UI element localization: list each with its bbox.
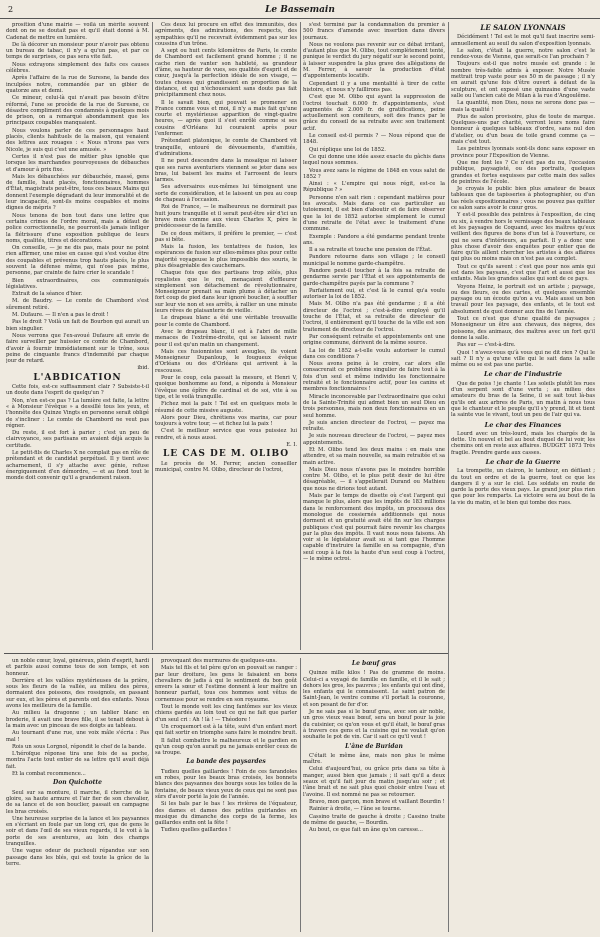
paragraph: Vous avez sans le régime de 1848 en vous salut de 1852 ?: [303, 167, 445, 180]
paragraph: M. Dufaure. — Il n'en a pas le droit !: [12, 312, 109, 319]
paragraph: Après l'affaire de la rue de Suresne, la bande des inculpées notre, commandée par un gibier de quatorze ans et demi.: [6, 75, 149, 94]
column-rule: [448, 22, 449, 932]
paragraph: Il fallut combattre le malheureux et le gardien en qu'un coup qu'on aurait pu ne jamais enrôler ceux de sa troupe.: [155, 737, 297, 757]
paragraph: Nous voulons parler de ces personnages haut placés, clients habituels de la maison, qui venaient des lettres aux rouages : « Nous n'irons pas vers Nicole, je suis qui c'est une amusée. »: [6, 127, 149, 153]
paragraph: M. de Baudry. — Le comte de Chambord s'est sûrement retiré.: [6, 298, 149, 311]
page-header: [0, 4, 600, 19]
paragraph: Pour le coup, cela passait la mesure, et Henri V, quoique bonhomme au fond, a répondu à Monsieur l'évêque une épître de cardinal et de soi, vite à sa tige, et le voilà tranquille.: [155, 375, 297, 400]
column-3: [303, 22, 445, 650]
paragraph: Cette fois, est-ce suffisamment clair ? Subsiste-t-il un doute dans l'esprit de quelqu'un ?: [6, 384, 149, 397]
section-heading: Le char de l'industrie: [483, 370, 563, 379]
paragraph: Bravo, mon garçon, mon brave et vaillant Bourdin !: [309, 798, 445, 805]
paragraph: Nous verrons que l'ex-avoué Dufaure ait envie de faire surveiller par huissier ce comte de Chambord, d'avoir à fournir immédiatement sur le trône, sous peine de cinquante francs d'indemnité par chaque jour de retard.: [6, 332, 149, 365]
paragraph: Que de poiss ! je chante ! Les soleils plutôt les rues d'un serpent sont d'une vertu ; au milieu des amateurs du bras de la Seine, il se sait tout là-bas qu'ils ont aux arbres de Paris, un matin à nous tous que le chanteur et le peuple qu'il s'y prend, lit et tient la sainte vue le vivant, tout un peu de l'air qui va.: [451, 380, 595, 419]
page-number: 2: [8, 5, 14, 14]
paragraph: Mais tel fils et tel père qu'on en pouvait se ranger : par leur droiture, les gens le faisaient en bons chevaliers de jadis à qui le sentiment du bon goût envers la sœur et l'estime donnent à leur maître un honneur parfait, tous ces hommes sont vêtus de cornemuse pour se rendre en son royaume.: [155, 665, 297, 703]
paragraph: s'est terminé par la condamnation du premier à 500 francs d'amende avec insertion dans divers journaux.: [303, 22, 445, 41]
paragraph: Au bout, ce que fait un âne qu'on caresse...: [309, 827, 423, 834]
paragraph: Chaque fois que des partisans trop zélés, plus royalistes que le roi, menaçaient d'effleurer simplement son détachement de révolutionnaire, Monseigneur prenait sa main plume à détacher un fort coup de pied dans leur ignoré bouclier, à souffler sur leur vie non et ses arrêts, à rallier un une minute leurs rêves de plaisanterie de vieille.: [155, 270, 297, 315]
paragraph: Ce mineur, celui-là qui n'avait pas besoin d'être réformé, l'une se procède de la rue de Suresne, ce désastre compliment des condamnés à quelques mois de prison, on a remarqué abondamment que les principaux coupables manquaient.: [6, 95, 149, 127]
section-divider: [4, 653, 448, 654]
paragraph: Non, n'en est-ce pas ? La lumière est faite, la lettre « à Monsieur l'évêque » a dessillé tous les yeux, et l'honnête des Quinze Vingts en personne serait obligé de s'incliner : Le comte de Chambord ne veut pas régner.: [6, 397, 149, 429]
paragraph: Qui réplique une loi de 1852.: [309, 146, 386, 153]
paragraph: Cependant il y a une mentalité à tirer de cette histoire, et nous n'y faillirons pas.: [303, 80, 445, 93]
paragraph: Pandore retourne dans son village ; le conseil municipal le nomme garde-champêtre.: [303, 254, 445, 267]
paragraph: Pas le droit ? Voilà un fait de Bourbon qui aurait un bien singulier.: [6, 319, 149, 332]
section-heading: Don Quichotte: [53, 779, 102, 787]
paragraph: Tudieu quelles gaillardes ! Foin de ces farandoles en robes, pour les beaux bras croisés, les bonnets blancs des paysannes des bourgs sous les toiles de la fontaine, de beaux vieux yeux de ceux qui ne sont pas sûrs d'avoir porté la joie de l'année.: [155, 768, 297, 800]
paragraph: Voyons Heinz, le portrait est un artiste ; paysage, ou des fleurs, ou des cartes, et quelques ensemble paysage ou un écoute qu'on a vu. Mais aussi un bon travail pour les paysage, des enfants, et le tout est absolument de quoi donner aux fins de l'année.: [451, 283, 595, 315]
paragraph: Le salon, c'était la guerre, notre salon c'est le rendez-vous de Vienne, que serait-ce l'an prochain ?: [451, 47, 595, 61]
newspaper-title: Le Bassemain: [265, 5, 335, 15]
paragraph: Si les bals par le bas ! les rivières de l'équateur, des dames et dames des petites guirlandes en musique du dimanche des corps de la ferme, les gaillardes enfin ont la fête !: [155, 801, 297, 827]
column-4: [451, 22, 595, 932]
paragraph: Nous avons peine à le croire, car alors elle consacrerait ce problème singulier de faire tout à la fois d'un seul et même individu les fonctionnaire retraité et le fonctionnaire actif, pour les canins et membres fonctionnaires !: [303, 361, 445, 393]
section-heading: Le bœuf gras: [351, 660, 397, 667]
paragraph: un noble cœur, loyal, généreux, plein d'esprit, hardi et parfois aussi comme tous de son temps, et son honneur.: [6, 658, 149, 677]
paragraph: A sept ou huit cents kilomètres de Paris, le comte de Chambord est facilement grand homme ; il ne cache rien de vanter son habileté, sa grandeur d'âme, sa hauteur de vues, ses qualités d'esprit et de cœur, jusqu'à la perfection idéale de son visage, — toutes choses qui grandissent en proportion de la distance, et qui n'échoueraient sans doute pas fait précipitamment chez nous.: [155, 48, 297, 99]
paragraph: Nous ne voulons pas revenir sur ce débat irritant, d'autant plus que M. Olibo, tout complètement tenté, punique le verdict du jury négatif sur le second point, à laisser suspendre la plus grave des allégations de M. Ferrer, à savoir la production d'état d'appointements locatifs.: [303, 41, 445, 80]
paragraph: Quoi ! n'avez-vous qu'à vous qui ne dit rien ? Qui le sait ? Il n'y a qu'une ville qui le sait dans la salle même ou se est pas une partie.: [451, 349, 595, 369]
paragraph: Je ne sais pas si le bœuf gras, avec son air noble, un gros vieux veau bœuf, sera un bœuf pour la joie du cuisinier, ce qu'on vous et qu'il était, le bœuf gras à travers ces gens et la cuisine qui ne voulait qu'on souhaite le pot de vin. Car il sait ce qu'il veut !: [303, 709, 445, 741]
paragraph: Personne n'en sait rien : cependant matières pour les avocats. Mais dans ce cas particulier au tutoiement, il est bien d'aboutir et de faire observer que la loi de 1852 autorise simplement le cumul d'une retraite de l'état avec le traitement d'une commune.: [303, 194, 445, 233]
paragraph: Alors pour Dieu, chrétiens vos marins, car pour toujours à votre tour, — et fichez lui la paix !: [155, 414, 297, 428]
section-heading: La bande des paysardes: [186, 758, 266, 766]
section-heading: Le char de la Guerre: [485, 458, 561, 466]
bottom-column-2: [155, 658, 297, 932]
paragraph: Fichez moi la paix ! Tel est en quelques mots le résumé de cette missive auguste.: [155, 401, 297, 414]
paragraph: Rainier à droite, — l'âne se tourne.: [309, 806, 402, 813]
paragraph: Pas sur — c'est-à-dire.: [457, 342, 516, 349]
paragraph: Un croquemort est à la tête, suivi d'un enfant mort qui fait sortir en triomphe sans faire le moindre bruit.: [155, 723, 297, 737]
paragraph: C'est que M. Olibo qui ayant la suppression de l'octroi touchait 6.000 fr. d'appointements, s'est augmentés de 2.000 fr. de gratifications, peine actuellement son comiteurs, soit des francs par le grâce du conseil de sa retraite avec son traitement actif.: [303, 94, 445, 132]
paragraph: Je croyais le public bien plus amateur de beaux tableaux que de tapisseries à photographier, ou d'un tas réels expositionnaires ; vous ne pouvez pas quitter ce salon sans avoir le cœur gros.: [451, 186, 595, 212]
paragraph: Nous tenons de bon tout dans une lettre que certains crimes de l'ordre moral, mais a défaut de police correctionnelle, ne pourront-ils jamais infliger la flétrissure d'une exposition publique de leurs noms, qualités, titres et décorations.: [6, 212, 149, 244]
paragraph: On conseille, — je ne dis pas, mais pour ne point rien affirmer, une mise en cause qui s'est voulue être des coupables et prévenus trop hauts placés, le plus souvent la défense même, qui n'ose pas même, personne, par crainte de faire crier le scandale !: [6, 245, 149, 277]
paragraph: Mais ces fusionnistes sont aveugles, ils voient Monseigneur Dupanloup, le fougueux évêque d'Orléans ou des d'Orléans qui arrivent à la rescousse.: [155, 348, 297, 374]
paragraph: Par conséquent retraite et appointements ont une origine commune, dérivent de la même source.: [303, 333, 445, 347]
paragraph: Miracle inconcevable par l'extraordinaire que celui de la Sainte-Trinité qui admet bien un seul Dieu en trois personnes, mais non deux fonctionnaires en un seul homme.: [303, 393, 445, 419]
paragraph: Y est-il possible des peintres à l'exposition, de cinq ou six, à vendre hors le vernissage des beaux tableaux et les paysages de Coquand, avec les maîtres qu'eux veillent des figures de bons d'un tel à l'ouverture, ce qui ne sera d'intérieurs, au parfait. Il y a donc une plus chose d'avoir des enquêtes pour entier que de faire qu'ils aillent chercher les artistes à des affaires qui plus ou moins mais on n'est pas au complet.: [451, 212, 595, 263]
paragraph: C'est le meilleur service que vous puissiez lui rendre, et à nous aussi.: [155, 428, 297, 441]
column-rule: [152, 22, 153, 650]
signature: E. I.: [286, 442, 297, 448]
paragraph: Celui d'aujourd'hui, ou grâce pris dans sa tête à manger, aussi bien que jamais ; il sait qu'il a deux seaux et qu'il fait jour du matin jusqu'au soir ; et l'âne brait et ne sait plus quoi choisir entre l'eau et l'avoine. Il est nommé ne pas se retourner.: [303, 766, 445, 798]
article-title: LE CAS DE M. OLIBO: [162, 449, 290, 460]
paragraph: Mais M. Olibo n'a pas été gendarme ; il a été directeur de l'octroi ; c'est-à-dire employé qu'il touche de l'État, et sa retraite de directeur de l'octroi, il entièrement qu'il touche de la ville est son traitement de directeur de l'octroi.: [303, 301, 445, 333]
paragraph: Et M. Olibo tend les deux mains : en mais une attendre, et sa main nouvelle, sa main retraitée et sa main active.: [303, 447, 445, 466]
paragraph: Ce qui donne une idée assez exacte du gâchis dans lequel nous sommes.: [303, 153, 445, 167]
paragraph: Bien extraordinaires, ces communiqués législatives.: [6, 277, 149, 290]
paragraph: Extrait de la séance d'hier.: [12, 291, 83, 298]
paragraph: Ces deux lui procure en effet des immunités, des agréments, des admirations, des respects, des sympathies qu'il ne recevrait évidemment pas sur les coussins d'un trône.: [155, 22, 297, 47]
paragraph: Et la combat recommence...: [12, 771, 86, 778]
paragraph: Le petit-fils de Charles X ne complait pas en rôle de prétendant et de candidat perpétuel. Il y tient avec acharnement, il s'y attache avec génie, refuse énergiquement d'en démordre, — et au fond tout le monde doit convenir qu'il a grandement raison.: [6, 450, 149, 482]
paragraph: L'héroïque réponse tira une fois de sa poche, montra l'acte tout entier de sa lettre qu'il avait déjà fait.: [6, 751, 149, 770]
paragraph: Mais la fusion, les tentatives de fusion, les espérances de fusion sur elles-mêmes plus pour cette majorité voyageuse le plus impossible des souris, le plus désagréable des cauchemars.: [155, 244, 297, 269]
paragraph: Mais Dieu nous n'avons pas le moindre horrible contre M. Olibo, et le plus petit desir de lui être désagréable, — il s'appellerait Durand ou Mathieu que nous ne dirions tout autant.: [303, 466, 445, 492]
column-rule: [152, 658, 153, 932]
paragraph: Prétendant platonique, le comte de Chambord vit tranquille, entouré de dévouements, d'amitiés, d'admirations.: [155, 138, 297, 157]
paragraph: De ce doux métiers, il préfère le premier, — c'est pas si bête.: [155, 230, 297, 243]
paragraph: Tout le monde voit les cinq fantômes sur les vieux chiens gardés au loin tout ce qui ne fait que parler d'un seul cri : Ah ! là ! — Théodore !: [155, 704, 297, 723]
paragraph: Plus de salon provisoire, plus de toute de marque. Quelques-uns par charité, verront leurs noms faire honneur à quelques tableaux d'ordre, sans nul don d'atelier, ou d'un beau de toile grand comme ça — mais c'est tout.: [451, 113, 595, 146]
paragraph: Tudieu quelles gaillardes !: [161, 827, 232, 834]
paragraph: La trompette, un clairon, le tambour, en défilant ; du tout en ordre et de la guerre, tout ce que les dangers il y a sur le ciel. Les soldats en route de garde la porte des vieux pays. Le grand jour plus rien que pour les remparts. La victoire sera au bout de la la vie du matin, et le bien qui tombe des rues.: [451, 468, 595, 506]
paragraph: Roi de France, — le malheureux ne dormirait pas huit jours tranquille et il serait peut-être sûr d'ici un brave mois comme aux vieux Charles X, père le prédécesseur de la famille.: [155, 204, 297, 230]
paragraph: Une heureuse surprise de la lance et les paysannes en s'écriant en foule par un long cri, que de gens le soir et dans l'œil de ses vieux regards, il le voit à la porte de ses aventures, au loin des champs tranquilles.: [6, 815, 149, 848]
paragraph: Ainsi : « L'empire qui nous régit, est-ce la République ? »: [303, 181, 445, 194]
paragraph: provoquant des murmures de quelques-uns.: [161, 658, 277, 664]
bottom-column-3: [303, 658, 445, 932]
section-heading: Le char des Finances: [484, 420, 562, 429]
paragraph: Il le savait bien, qui pouvait se promener en France comme vous et moi, il n'y a mais fait qu'une courte et mystérieuse apparition de vingt-quatre heures, — après quoi il s'est enrôlé comme si ses cousins d'Orléans lui couraient après pour l'enfermer.: [155, 99, 297, 138]
paragraph: Du reste, il est fort à parier ; c'est un peu de clairvoyance, ses partisans en avaient déjà acquis la certitude.: [6, 430, 149, 449]
paragraph: Que me font les ? Ce n'est pas du nu, l'occasion publique, paysagisté, ou des portraits, quelques grandes et fortes esquisses par cette main des salles de peintres de l'école.: [451, 159, 595, 185]
paragraph: Derrière et les vallées mystérieuses de la prière, sous les fleurs de la vallée, au milieu des pères, dormaient des poissons, des rossignols, en passant sur eux, et les pères et parents ont des enfants. Nous avons les meilleurs de la famille.: [6, 677, 149, 710]
paragraph: Une vague odeur de puchouli répandue sur son passage dans les blés, qui est toute la grâce de la terre.: [6, 848, 149, 867]
paragraph: Au tournant d'une rue, une voix mâle s'écria : Pas mal !: [6, 730, 149, 743]
paragraph: C'était le même âne, mais non plus le même maître.: [303, 752, 445, 766]
paragraph: Au milieu la dragonne ; un tablier blanc en broderie, il avait une brave fille, il se tenait debout à la main avec un pinceau de ses doigts au tableau.: [6, 710, 149, 729]
bottom-column-1: [6, 658, 149, 932]
paragraph: Ses adversaires eux-mêmes lui témoignent une sorte de considération, et le laissent un peu au coup de chapeau à l'occasion.: [155, 184, 297, 204]
paragraph: Seul sur sa monture, il marche, il cherche de la gloire, sa haute armure et l'air fier de son chevalier, de sa lance et de son bouclier, passait en campagne les bras croisés.: [6, 789, 149, 815]
paragraph: Rois un sous Lorgnol, répondit le chef de la bande.: [12, 743, 147, 750]
paragraph: Il a sa retraite et touche une pension de l'État.: [309, 247, 432, 254]
paragraph: Il ne peut descendre dans la mosaïque ni laisser que ses rares aventuriers viennent se jeter dans ses bras, lui baisent les mains et l'arrosent de leurs larmes.: [155, 158, 297, 184]
paragraph: Décidément ! Tel est le mot qu'il faut inscrire semi-annuellement au seuil du salon d'exposition lyonnais.: [451, 34, 595, 47]
paragraph: Je suis ancien directeur de l'octroi, — payez ma retraite.: [303, 419, 445, 433]
paragraph: Mais les débauchées sur débauchée, massé, gens de famille, haut placés, fonctionnaires, hommes d'État, magistrats peut-être, tous ces beaux Mains qui donnent l'exemple dégradant du leur immoralité et de leur incapacité, sont-ils moins coupables et moins dignes de mépris ?: [6, 173, 149, 212]
paragraph: Lourd avec un très-lourd, mais les chargés de la dette. Un nouvel et bel au bout duquel de lui voir, les chemins ont en reste aux affaires. BUDGET 1873 Très fragile. Prendre garde aux casses.: [451, 430, 595, 456]
column-rule: [300, 658, 301, 932]
paragraph: Le conseil est-il permis ? — Nous répond que de 1848.: [303, 133, 445, 146]
signature: ibid.: [137, 365, 149, 372]
paragraph: Mais par le temps de disette où c'est l'argent qui manque le plus, alors que les impôts de 183 millions dans le renforcement des impôts, un processus des monologue de cossiernés additionnels qui nous dorment et un gratuité avait été fin sur les charges publiques c'est qui pourrait faire revenir les charges par la plus des impôts. Il vaut nous nous faisons. Ah voir si le législateur avait su si tant que l'homme capable d'instruire la famille en sa compagnie, d'un seul coup à la fois la haute d'un seul coup à l'octroi, — le même octroi.: [303, 493, 445, 563]
paragraph: Quinze mille kilos ! Pas de gramme de moins. Celui-ci a voyagé de famille en famille, et il le sait ; dehors les gros, les pauvres ; les enfants qui ont dîné, les enfants qui le connaissent. Le saint patron de Saint-Jean, le ventre comme s'il portait la couronne, et son pesant de fer d'or.: [303, 670, 445, 708]
paragraph: Certes il n'est pas de métier plus ignoble que lorsque les marchandes pourvoyeuses de débauches et d'amour à prix fixe.: [6, 153, 149, 173]
paragraph: Tout ce n'est que d'une qualité de paysages ; Monseigneur un être aux chevaux, des nègres, des poissons, des animaux, des maîtres avec un fort qu'il donne la salle.: [451, 316, 595, 341]
paragraph: Cassino traite de gauche à droite ; Cassino traite de même de gauche, — Bourdin.: [303, 813, 445, 826]
paragraph: Parfaitement oui, et c'est là le cumul qu'a voulu autoriser la loi de 1852.: [303, 287, 445, 301]
section-heading: L'âne de Buridan: [345, 742, 403, 750]
paragraph: Je suis nouveau directeur de l'octroi, — payez mes appointements.: [303, 433, 445, 446]
paragraph: Exemple : Pandore a été gendarme pendant trente ans.: [303, 233, 445, 246]
column-rule: [300, 22, 301, 650]
paragraph: Nous extrayons simplement des faits ces causes célèbres.: [6, 61, 149, 75]
paragraph: Pandore peut-il toucher à la fois sa retraite de gendarme servie par l'État et ses appointements de garde-champêtre payés par la commune ?: [303, 267, 445, 287]
column-1: [6, 22, 149, 650]
paragraph: prosition d'une mairie — voilà un mérite souvent dont on ne se doutait pas et qu'il était donné à M. Cadenat de mettre en lumière.: [6, 22, 149, 41]
paragraph: Le drapeau blanc a été une véritable trouvaille pour le comte de Chambord.: [155, 315, 297, 328]
paragraph: Avec le drapeau blanc, il est à l'abri de mille menaces de l'extrême-droite, qui se laissent ravir pour il est qu'un matin un changement.: [155, 328, 297, 348]
paragraph: Le procès de M. Ferrer, ancien conseiller municipal, contre M. Olibo, directeur de l'octroi,: [155, 460, 297, 473]
article-title: LE SALON LYONNAIS: [480, 23, 566, 32]
paragraph: Toujours est-il que notre musée est grande : le nombre très-faible admis à exposer. Notre Musée mettrait trop vaste pour ses 50 m de passage ; il n'y en aurait qu'une fois d'être ouvert à défaut de la sculpture, et ont exposé une quinzaine d'une vaste salle ou l'ancien caté de Milan à la rue d'Angoulême.: [451, 61, 595, 99]
paragraph: Tout ce qu'ils savent : c'est que pour nos amis qui est dans les paysans, c'est que l'art et aussi que les enfants. Mais les grandes salles qui sont de ce pays.: [451, 263, 595, 283]
paragraph: De là décorer un monsieur pour n'avoir pas obtenu un bureau de tabac, il n'y a qu'un pas, et par ce temps de surprises, ce pas sera vite fait.: [6, 41, 149, 61]
article-title: L'ABDICATION: [33, 372, 122, 383]
paragraph: La quantité, mon Dieu, nous ne serons donc pas — mais la qualité !: [451, 100, 595, 113]
column-2: [155, 22, 297, 650]
paragraph: La loi de 1852 a-t-elle voulu autoriser le cumul dans ces conditions ?: [303, 347, 445, 360]
paragraph: Les peintres lyonnais sont-ils donc sans exposer en province pour l'Exposition de Vienne.: [451, 146, 595, 159]
